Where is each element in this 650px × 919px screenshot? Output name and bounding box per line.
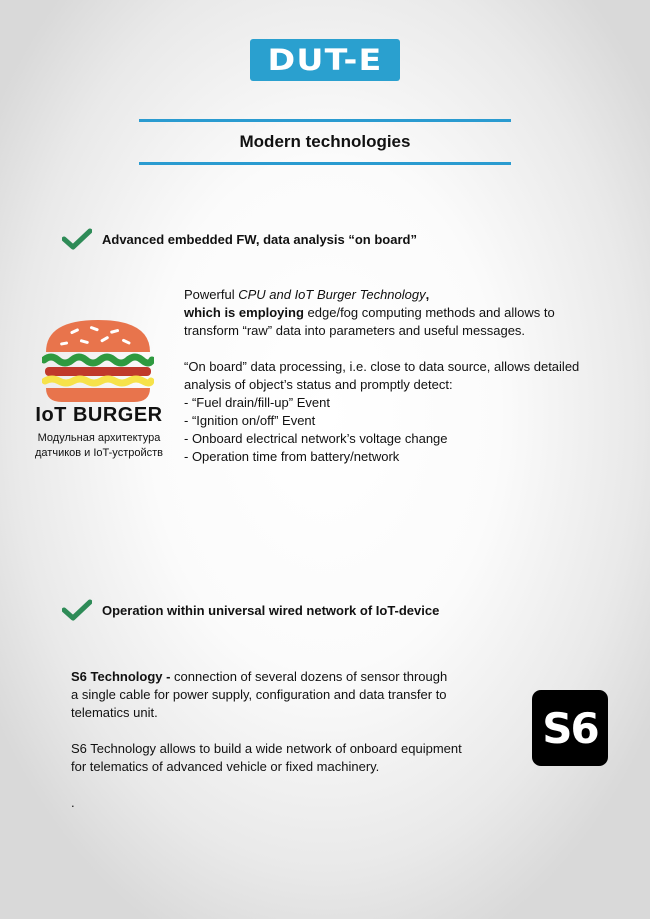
text-line: for telematics of advanced vehicle or fixed machinery. <box>71 759 380 774</box>
text-line: transform “raw” data into parameters and useful messages. <box>184 323 526 338</box>
text-line: “On board” data processing, i.e. close to data source, allows detailed <box>184 359 580 374</box>
list-item: - “Ignition on/off” Event <box>184 413 316 428</box>
text-line: telematics unit. <box>71 705 158 720</box>
text-run-bold: which is employing <box>184 305 304 320</box>
list-item: - “Fuel drain/fill-up” Event <box>184 395 330 410</box>
text-run: Powerful <box>184 287 239 302</box>
list-item: - Onboard electrical network’s voltage change <box>184 431 448 446</box>
text-run: edge/fog computing methods and allows to <box>303 305 555 320</box>
caption-line: Модульная архитектура <box>37 432 161 444</box>
text-run-italic: CPU and IoT Burger Technology <box>238 287 426 302</box>
text-line: a single cable for power supply, configuration and data transfer to <box>71 687 447 702</box>
feature-title: Operation within universal wired network of IoT-device <box>102 602 440 618</box>
iot-burger-icon <box>42 318 154 404</box>
feature-embedded-fw <box>62 228 417 250</box>
s6-logo <box>532 690 608 766</box>
iot-burger-caption <box>28 431 170 461</box>
section-title: Modern technologies <box>239 132 411 151</box>
heading-rule-bottom <box>139 162 511 165</box>
feature-wired-network <box>62 599 439 621</box>
brand-logo-text: DUT-E <box>267 43 383 77</box>
text-run: , <box>425 287 430 302</box>
feature-embedded-fw-text <box>184 286 624 466</box>
text-line <box>71 668 521 686</box>
brand-logo <box>250 39 400 81</box>
text-line <box>184 304 624 322</box>
text-line: . <box>71 795 75 810</box>
feature-wired-network-text <box>71 668 521 812</box>
feature-title: Advanced embedded FW, data analysis “on board” <box>102 231 417 247</box>
s6-logo-text: S6 <box>542 703 598 753</box>
text-line <box>184 286 624 304</box>
iot-burger-title: IoT BURGER <box>35 404 163 426</box>
list-item: - Operation time from battery/network <box>184 449 400 464</box>
text-line: S6 Technology allows to build a wide network of onboard equipment <box>71 741 462 756</box>
checkmark-icon <box>62 599 92 621</box>
text-run: connection of several dozens of sensor through <box>170 669 448 684</box>
text-run-bold: S6 Technology - <box>71 669 171 684</box>
caption-line: датчиков и IoT-устройств <box>35 447 163 459</box>
text-line: analysis of object’s status and promptly detect: <box>184 377 453 392</box>
checkmark-icon <box>62 228 92 250</box>
